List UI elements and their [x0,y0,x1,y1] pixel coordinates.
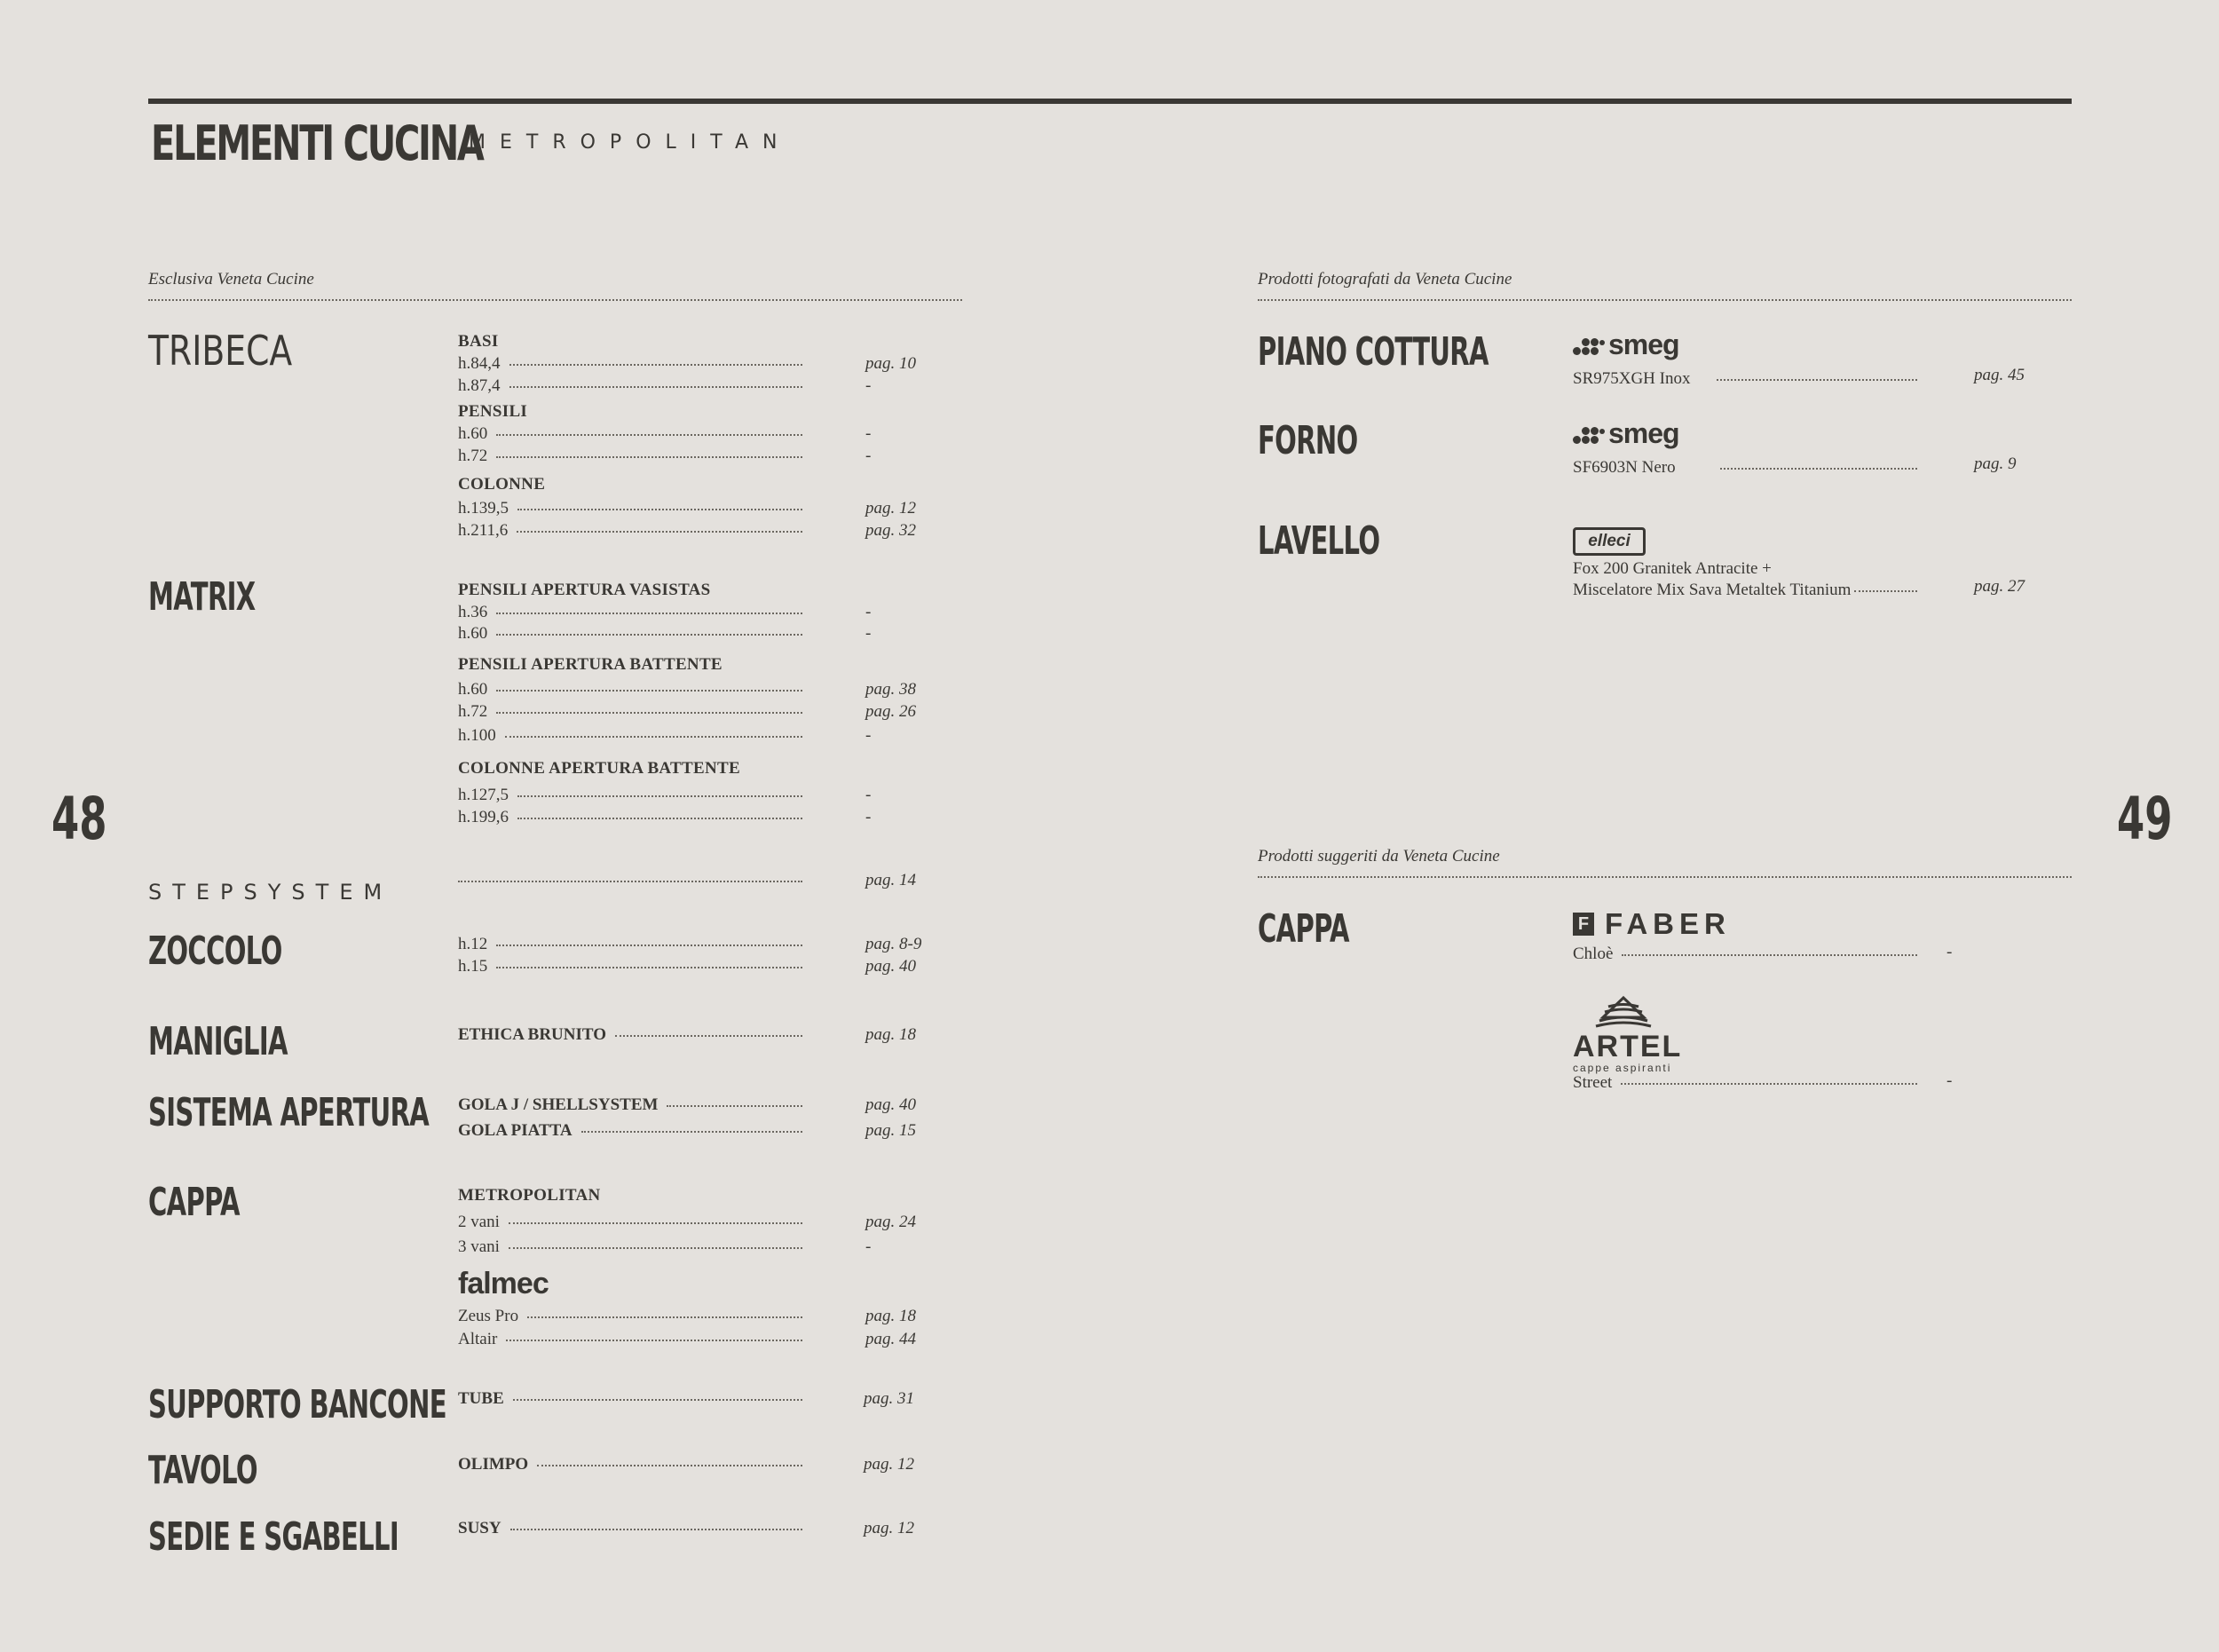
category-zoccolo: ZOCCOLO [148,929,282,974]
list-item: GOLA J / SHELLSYSTEM [458,1095,802,1116]
list-item [458,870,802,891]
section-title-fotografati: Prodotti fotografati da Veneta Cucine [1258,270,1512,289]
category-maniglia: MANIGLIA [148,1019,288,1064]
page-subtitle: METROPOLITAN [469,131,792,154]
page-ref: - [1947,1071,1953,1090]
list-item: SF6903N Nero [1573,457,1917,478]
page-ref: - [865,624,872,643]
page-ref: pag. 31 [864,1389,914,1408]
page-ref: pag. 32 [865,521,916,540]
page-ref: pag. 15 [865,1121,916,1140]
section-divider [1258,876,2072,878]
page-ref: - [865,786,872,804]
page-ref: pag. 26 [865,702,916,721]
artel-wordmark: ARTEL [1573,1030,1683,1063]
artel-tagline: cappe aspiranti [1573,1062,1672,1074]
page-ref: pag. 10 [865,354,916,373]
subheading-battente: PENSILI APERTURA BATTENTE [458,655,723,674]
page-ref: - [865,424,872,443]
section-divider [148,299,962,301]
category-forno: FORNO [1258,418,1358,463]
category-lavello: LAVELLO [1258,518,1380,564]
category-stepsystem: STEPSYSTEM [148,880,393,905]
list-item: h.87,4 [458,375,802,397]
faber-logo: F FABER [1573,907,1731,941]
page-ref: pag. 40 [865,957,916,976]
page-ref: pag. 12 [865,499,916,518]
artel-logo [1573,994,1682,1074]
list-item: Zeus Pro [458,1306,802,1327]
category-piano-cottura: PIANO COTTURA [1258,329,1489,375]
page-ref: pag. 40 [865,1095,916,1114]
list-item: 2 vani [458,1212,802,1233]
page-ref: pag. 18 [865,1025,916,1044]
subheading-pensili: PENSILI [458,402,528,421]
list-item: h.15 [458,956,802,977]
page-ref: pag. 38 [865,680,916,699]
list-item: ETHICA BRUNITO [458,1024,802,1046]
category-cappa-suggerita: CAPPA [1258,906,1349,952]
list-item: h.72 [458,701,802,723]
page-ref: - [865,1237,872,1256]
falmec-logo: falmec [458,1267,549,1300]
subheading-basi: BASI [458,332,499,351]
page-ref: pag. 12 [864,1519,914,1537]
subheading-vasistas: PENSILI APERTURA VASISTAS [458,581,711,599]
list-item: Street [1573,1072,1917,1094]
page-ref: pag. 14 [865,871,916,889]
list-item: 3 vani [458,1237,802,1258]
artel-wave-icon [1573,994,1674,1032]
faber-mark-icon: F [1573,913,1594,936]
list-item: h.12 [458,934,802,955]
list-item: TUBE [458,1388,802,1410]
page-number-left: 48 [51,785,107,853]
page-ref: - [865,808,872,826]
list-item: h.60 [458,423,802,445]
header-rule [148,99,2072,104]
list-item: h.72 [458,446,802,467]
page-ref: pag. 12 [864,1455,914,1474]
category-sedie-sgabelli: SEDIE E SGABELLI [148,1514,399,1560]
page-ref: - [865,603,872,621]
page-title: ELEMENTI CUCINA [151,115,483,171]
page-ref: pag. 24 [865,1213,916,1231]
list-item: h.127,5 [458,785,802,806]
subheading-colonne: COLONNE [458,475,546,494]
page-ref: pag. 18 [865,1307,916,1325]
subheading-metropolitan: METROPOLITAN [458,1186,601,1205]
page-ref: pag. 44 [865,1330,916,1348]
list-item: h.211,6 [458,520,802,541]
smeg-logo: smeg [1573,328,1679,361]
list-item: SUSY [458,1518,802,1539]
smeg-dots-icon [1573,424,1607,444]
elleci-logo: elleci [1573,527,1646,556]
list-item: h.60 [458,623,802,644]
category-tribeca: TRIBECA [148,327,293,375]
page-ref: pag. 27 [1974,577,2025,596]
section-title-suggeriti: Prodotti suggeriti da Veneta Cucine [1258,847,1500,866]
page-ref: - [1947,943,1953,961]
category-sistema-apertura: SISTEMA APERTURA [148,1090,430,1135]
list-item: h.60 [458,679,802,700]
list-item: SR975XGH Inox [1573,368,1917,390]
category-supporto-bancone: SUPPORTO BANCONE [148,1382,446,1427]
list-item: Fox 200 Granitek Antracite + [1573,559,1772,578]
list-item: GOLA PIATTA [458,1120,802,1142]
page-ref: - [865,376,872,395]
page-ref: - [865,447,872,465]
smeg-dots-icon [1573,336,1607,355]
list-item: Altair [458,1329,802,1350]
page-ref: pag. 45 [1974,366,2025,384]
page-number-right: 49 [2117,785,2173,853]
page-ref: pag. 8-9 [865,935,922,953]
page-ref: pag. 9 [1974,454,2017,473]
subheading-colonne-battente: COLONNE APERTURA BATTENTE [458,759,740,778]
page-ref: - [865,726,872,745]
list-item: Chloè [1573,944,1917,965]
list-item: OLIMPO [458,1454,802,1475]
smeg-logo: smeg [1573,417,1679,450]
category-tavolo: TAVOLO [148,1448,257,1493]
category-cappa: CAPPA [148,1180,240,1225]
list-item: Miscelatore Mix Sava Metaltek Titanium [1573,580,1917,601]
list-item: h.100 [458,725,802,747]
section-title-esclusiva: Esclusiva Veneta Cucine [148,270,314,289]
section-divider [1258,299,2072,301]
list-item: h.84,4 [458,353,802,375]
list-item: h.199,6 [458,807,802,828]
category-matrix: MATRIX [148,574,256,620]
list-item: h.139,5 [458,498,802,519]
list-item: h.36 [458,602,802,623]
